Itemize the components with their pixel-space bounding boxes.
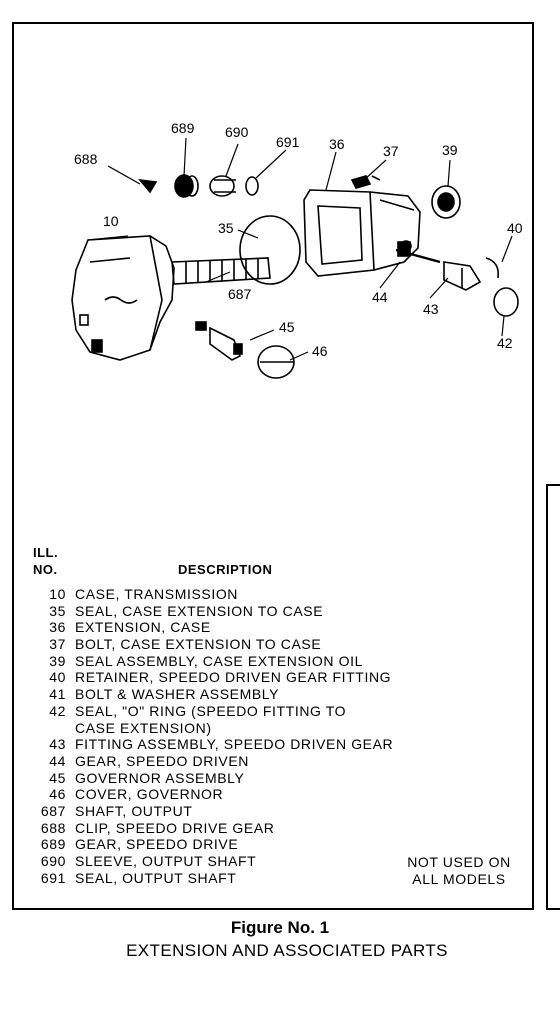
legend-row (30, 669, 530, 686)
legend-header-description: DESCRIPTION (178, 562, 273, 577)
callout-35: 35 (218, 220, 234, 236)
callout-46: 46 (312, 343, 328, 359)
legend-row-continuation (30, 720, 530, 737)
not-used-note (398, 854, 520, 888)
legend-row-description: SEAL, CASE EXTENSION TO CASE (75, 602, 324, 619)
callout-45: 45 (279, 319, 295, 335)
legend-row-description: SLEEVE, OUTPUT SHAFT (75, 853, 257, 869)
legend-row-number: 40 (49, 669, 66, 686)
parts-legend-list (30, 586, 530, 886)
callout-44: 44 (372, 289, 388, 305)
legend-row-description: GOVERNOR ASSEMBLY (75, 769, 245, 786)
legend-row (30, 803, 530, 820)
legend-row-description: EXTENSION, CASE (75, 619, 211, 636)
exploded-parts-diagram (0, 0, 560, 420)
legend-row-number: 43 (49, 736, 66, 753)
legend-row-number: 10 (49, 586, 66, 602)
legend-row (30, 836, 530, 853)
part-output-shaft-seal (246, 177, 258, 195)
legend-row-description: SEAL, OUTPUT SHAFT (75, 869, 237, 886)
legend-row-description: RETAINER, SPEEDO DRIVEN GEAR FITTING (75, 669, 392, 686)
legend-row-description: CASE, TRANSMISSION (75, 586, 239, 602)
part-speedo-fitting (444, 262, 480, 290)
legend-row-number: 46 (49, 786, 66, 803)
part-transmission-case (72, 236, 174, 360)
adjacent-border-line (546, 484, 548, 910)
legend-header-no: NO. (33, 562, 58, 577)
callout-36: 36 (329, 136, 345, 152)
legend-row-number: 688 (40, 819, 66, 836)
legend-row-description: CASE EXTENSION) (75, 719, 212, 736)
legend-row (30, 636, 530, 653)
legend-row-number: 689 (40, 836, 66, 853)
legend-row-description: BOLT, CASE EXTENSION TO CASE (75, 636, 322, 653)
legend-row (30, 703, 530, 720)
legend-row-description: BOLT & WASHER ASSEMBLY (75, 686, 280, 703)
callout-40: 40 (507, 220, 523, 236)
legend-row-description: COVER, GOVERNOR (75, 786, 224, 803)
part-governor-cover (258, 346, 294, 378)
part-extension-oil-seal (432, 186, 460, 218)
legend-row (30, 586, 530, 603)
callout-39: 39 (442, 142, 458, 158)
callout-691: 691 (276, 134, 300, 150)
part-output-shaft-sleeve (210, 176, 236, 196)
legend-row-description: GEAR, SPEEDO DRIVE (75, 836, 239, 853)
legend-row (30, 770, 530, 787)
legend-row (30, 753, 530, 770)
not-used-note-line1: NOT USED ON (407, 854, 511, 870)
legend-row-description: CLIP, SPEEDO DRIVE GEAR (75, 819, 275, 836)
figure-title: Figure No. 1 (230, 918, 330, 937)
legend-row-number: 41 (49, 686, 66, 703)
legend-row-description: SEAL, "O" RING (SPEEDO FITTING TO (75, 702, 347, 719)
callout-687: 687 (228, 286, 252, 302)
legend-row (30, 686, 530, 703)
part-case-extension (304, 176, 420, 276)
adjacent-border-tick-top (546, 484, 560, 486)
legend-column-header-number (33, 544, 58, 578)
callout-43: 43 (423, 301, 439, 317)
legend-row-description: GEAR, SPEEDO DRIVEN (75, 752, 249, 769)
legend-row-number: 39 (49, 652, 66, 669)
legend-row (30, 603, 530, 620)
legend-row (30, 653, 530, 670)
part-speedo-drive-clip (140, 180, 156, 192)
callout-689: 689 (171, 120, 195, 136)
part-speedo-drive-gear (175, 175, 198, 197)
legend-row-number: 37 (49, 636, 66, 653)
legend-row-description: FITTING ASSEMBLY, SPEEDO DRIVEN GEAR (75, 736, 394, 753)
adjacent-border-tick-bottom (546, 908, 560, 910)
legend-row-number: 36 (49, 619, 66, 636)
part-governor-assembly (196, 322, 242, 360)
part-o-ring-seal (494, 288, 518, 316)
callout-42: 42 (497, 335, 513, 351)
legend-header-ill: ILL. (33, 545, 59, 560)
not-used-note-line2: ALL MODELS (412, 871, 506, 887)
callout-688: 688 (74, 151, 98, 167)
callout-690: 690 (225, 124, 249, 140)
legend-row (30, 619, 530, 636)
legend-row-description: SHAFT, OUTPUT (75, 802, 193, 819)
legend-row-description: SEAL ASSEMBLY, CASE EXTENSION OIL (75, 652, 363, 669)
legend-row-number: 691 (40, 869, 66, 886)
legend-row (30, 786, 530, 803)
legend-row (30, 820, 530, 837)
legend-row-number: 45 (49, 769, 66, 786)
figure-subtitle: EXTENSION AND ASSOCIATED PARTS (126, 941, 448, 960)
legend-row (30, 736, 530, 753)
part-fitting-retainer (486, 258, 498, 278)
legend-row-number: 690 (40, 853, 66, 869)
legend-row-number: 42 (49, 702, 66, 719)
callout-37: 37 (383, 143, 399, 159)
legend-row-number: 35 (49, 602, 66, 619)
legend-row-number: 44 (49, 752, 66, 769)
callout-10: 10 (103, 213, 119, 229)
legend-row-number: 687 (40, 802, 66, 819)
